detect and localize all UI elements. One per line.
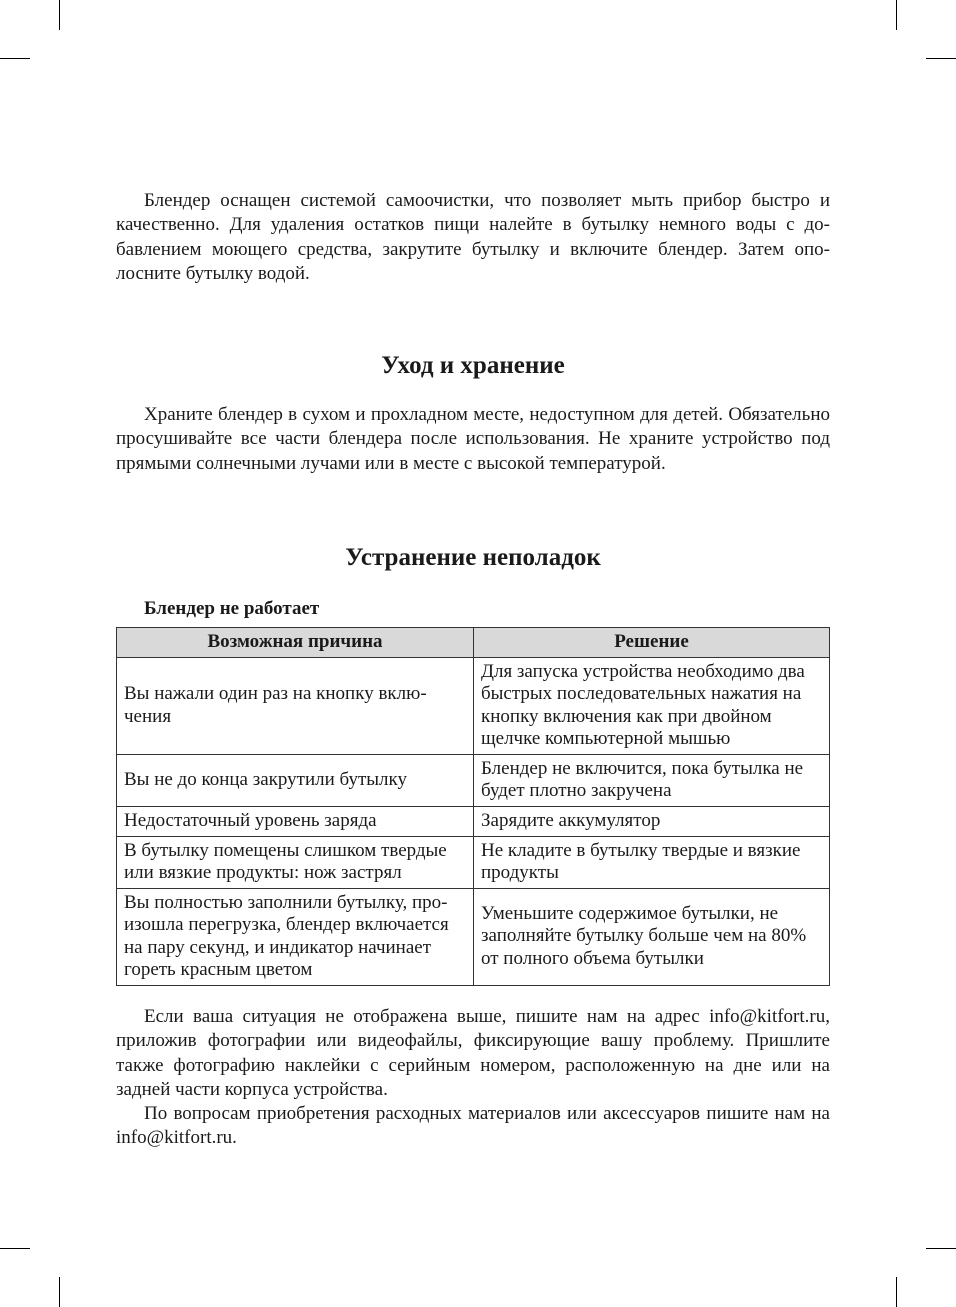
solution-cell: Для запуска устройства необходимо два быстрых последовательных нажатия на кнопку включения как при двойном щелчке компьютерной мышью <box>474 657 830 754</box>
troubleshooting-subheading: Блендер не работает <box>144 598 320 619</box>
cause-cell: Вы полностью заполнили бутылку, произошла перегрузка, блендер включается на пару секунд, и индикатор начинает гореть красным цветом <box>117 888 474 985</box>
cause-cell: Вы нажали один раз на кнопку включения <box>117 657 474 754</box>
table-row <box>117 657 830 754</box>
care-paragraph: Храните блендер в сухом и прохладном месте, недоступном для детей. Обязательно просушивайте все части блендера после использования. Не храните устройство под прямыми солнечными лучами или в месте с высокой температурой. <box>116 404 830 474</box>
table-row <box>117 836 830 888</box>
troubleshooting-table-wrap <box>116 627 830 986</box>
crop-mark <box>0 1248 30 1249</box>
care-heading: Уход и хранение <box>381 352 565 379</box>
crop-mark <box>0 58 30 59</box>
crop-mark <box>926 1248 956 1249</box>
cause-cell: В бутылку помещены слишком твердые или вязкие продукты: нож застрял <box>117 836 474 888</box>
table-row <box>117 888 830 985</box>
crop-mark <box>59 0 60 30</box>
crop-mark <box>59 1277 60 1307</box>
cause-cell: Вы не до конца закрутили бутылку <box>117 754 474 806</box>
crop-mark <box>926 58 956 59</box>
purchase-paragraph: По вопросам приобретения расходных материалов или аксессуаров пишите нам на info@kitfort.ru. <box>116 1103 830 1149</box>
table-row <box>117 754 830 806</box>
table-header-row <box>117 628 830 658</box>
troubleshooting-heading: Устранение неполадок <box>345 544 601 571</box>
contact-paragraph: Если ваша ситуация не отображена выше, пишите нам на адрес info@kitfort.ru, приложив фотографии или видеофайлы, фиксирующие вашу проблему. Пришлите также фотографию наклейки с серийным номером, расположенную на дне или на задней части корпуса устройства. <box>116 1006 830 1101</box>
solution-cell: Зарядите аккумулятор <box>474 806 830 836</box>
table-row <box>117 806 830 836</box>
self-clean-paragraph: Блендер оснащен системой самоочистки, что позволяет мыть прибор быстро и качественно. Для удаления остатков пищи налейте в бутылку немного воды с добавлением моющего средства, закрутите бутылку и включите блендер. Затем ополосните бутылку водой. <box>116 190 830 285</box>
solution-cell: Уменьшите содержимое бутылки, не заполняйте бутылку больше чем на 80% от полного объема бутылки <box>474 888 830 985</box>
column-header-solution: Решение <box>474 628 830 658</box>
solution-cell: Блендер не включится, пока бутылка не будет плотно закручена <box>474 754 830 806</box>
cause-cell: Недостаточный уровень заряда <box>117 806 474 836</box>
troubleshooting-table <box>116 627 830 986</box>
solution-cell: Не кладите в бутылку твердые и вязкие продукты <box>474 836 830 888</box>
crop-mark <box>896 0 897 30</box>
column-header-cause: Возможная причина <box>117 628 474 658</box>
crop-mark <box>896 1277 897 1307</box>
